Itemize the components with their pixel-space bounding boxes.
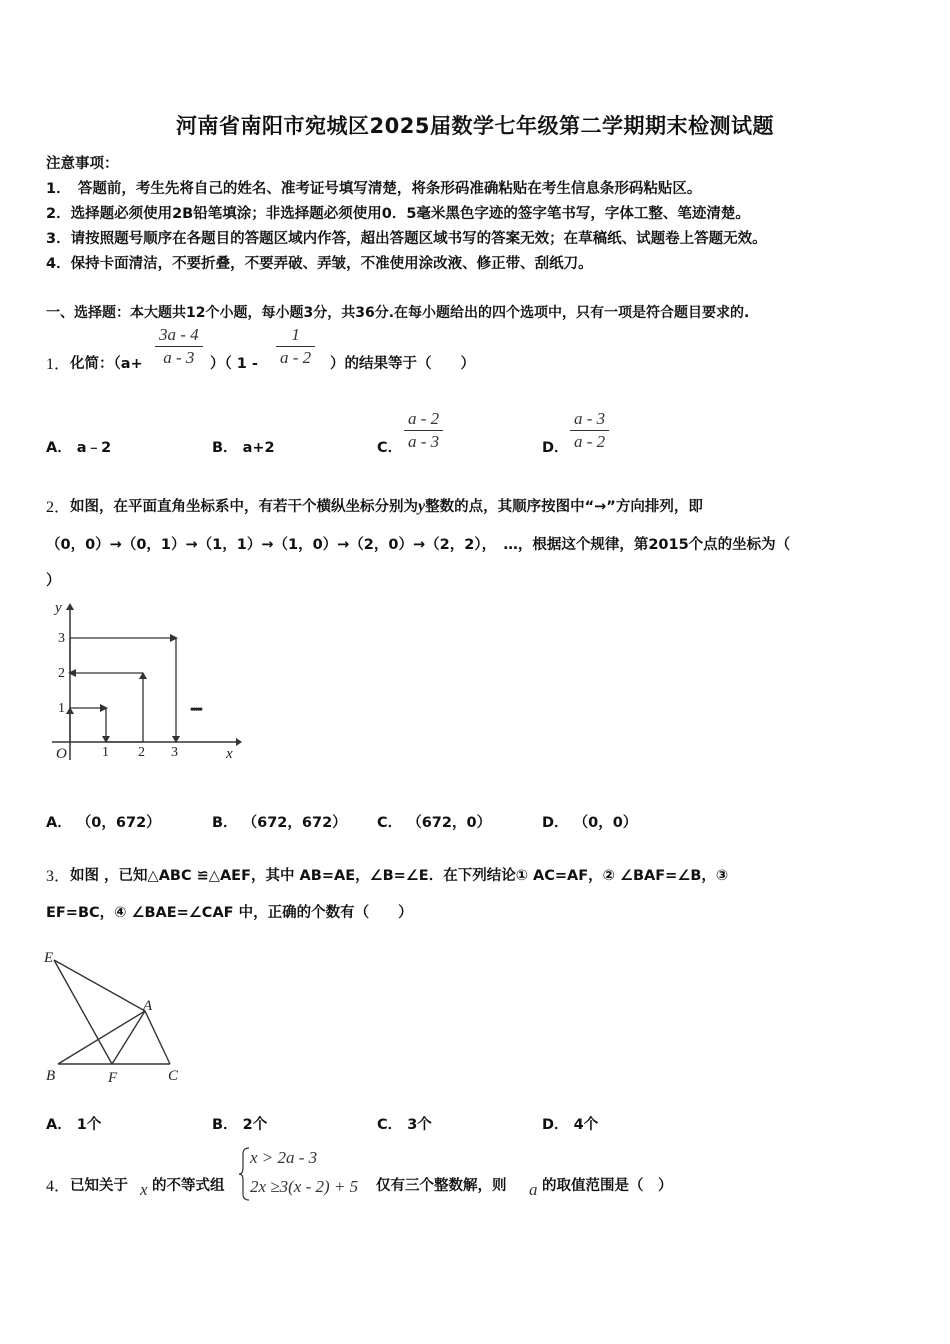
segment-FA bbox=[112, 1011, 145, 1064]
q1-mid: ）（ 1 - bbox=[210, 356, 258, 372]
option-text: a+2 bbox=[242, 440, 275, 456]
triangle-lines bbox=[54, 960, 170, 1064]
notice-item: 4．保持卡面清洁，不要折叠，不要弄破、弄皱，不准使用涂改液、修正带、刮纸刀。 bbox=[46, 256, 593, 272]
q4-var-x: x bbox=[140, 1180, 148, 1199]
fraction-numerator: a - 2 bbox=[408, 409, 440, 428]
fraction-numerator: a - 3 bbox=[574, 409, 606, 428]
q3-option-b[interactable] bbox=[212, 1113, 267, 1134]
point-label-F: F bbox=[108, 1070, 118, 1086]
q2-option-b[interactable] bbox=[212, 811, 347, 832]
q4-inequality-2: 2x ≥3(x - 2) + 5 bbox=[250, 1177, 359, 1196]
origin-label: O bbox=[56, 746, 67, 762]
q2-text: 整数的点，其顺序按图中“→”方向排列，即 bbox=[425, 499, 703, 515]
fraction-numerator: 1 bbox=[291, 325, 300, 344]
q4-inequality-1: x > 2a - 3 bbox=[250, 1148, 318, 1167]
option-label: A． bbox=[46, 815, 72, 831]
q1-option-d[interactable] bbox=[542, 436, 569, 457]
q4-var-a: a bbox=[529, 1180, 538, 1199]
q1-option-b[interactable] bbox=[212, 436, 275, 457]
q1-suffix: ）的结果等于（ ） bbox=[330, 356, 475, 372]
point-label-B: B bbox=[46, 1068, 56, 1084]
x-tick-label: 3 bbox=[171, 745, 178, 760]
q3-option-d[interactable] bbox=[542, 1113, 598, 1134]
notice-item: 3．请按照题号顺序在各题目的答题区域内作答，超出答题区域书写的答案无效；在草稿纸、试题卷上答题无效。 bbox=[46, 231, 767, 247]
fraction-denominator: a - 2 bbox=[570, 430, 609, 453]
option-text: 3个 bbox=[407, 1117, 432, 1133]
option-label: D． bbox=[542, 440, 569, 456]
x-tick-label: 1 bbox=[102, 745, 109, 760]
q2-text-line-3: ） bbox=[46, 573, 61, 589]
option-text: （672，0） bbox=[407, 815, 492, 831]
q1-option-c[interactable] bbox=[377, 436, 402, 457]
brace-path bbox=[239, 1148, 249, 1200]
x-tick-label: 2 bbox=[138, 745, 145, 760]
option-text: （0，0） bbox=[573, 815, 638, 831]
section-heading: 一、选择题：本大题共12个小题，每小题3分，共36分.在每小题给出的四个选项中，只有一项是符合题目要求的. bbox=[46, 305, 750, 321]
fraction-numerator: 3a - 4 bbox=[159, 325, 199, 344]
q3-option-c[interactable] bbox=[377, 1113, 432, 1134]
q4-suffix: 的取值范围是（ ） bbox=[542, 1178, 673, 1194]
point-label-C: C bbox=[168, 1068, 179, 1084]
option-label: B． bbox=[212, 1117, 238, 1133]
question-number: 4． bbox=[46, 1178, 71, 1195]
question-number: 1． bbox=[46, 356, 71, 373]
option-label: C． bbox=[377, 815, 403, 831]
notice-item: 1． 答题前，考生先将自己的姓名、准考证号填写清楚，将条形码准确粘贴在考生信息条形码粘贴区。 bbox=[46, 181, 702, 197]
segment-AC bbox=[145, 1011, 170, 1064]
q3-text-line-1: 如图 ，已知△ABC ≌△AEF，其中 AB=AE，∠B=∠E．在下列结论① AC=AF，② ∠BAF=∠B，③ bbox=[70, 868, 729, 884]
fraction-denominator: a - 3 bbox=[404, 430, 443, 453]
option-label: D． bbox=[542, 1117, 569, 1133]
q4-prefix: 已知关于 bbox=[70, 1178, 128, 1194]
q1-prefix: 化简：（a+ bbox=[70, 356, 143, 372]
q2-option-a[interactable] bbox=[46, 811, 161, 832]
q2-text-line-2: （0，0）→（0，1）→（1，1）→（1，0）→（2，0）→（2，2）， …，根据这个规律，第2015个点的坐标为（ bbox=[46, 537, 791, 553]
question-number: 2． bbox=[46, 499, 71, 516]
continuation-dots: ••••• bbox=[190, 702, 202, 716]
y-tick-label: 2 bbox=[58, 666, 65, 681]
q2-coordinate-figure bbox=[42, 598, 242, 770]
q1-option-a[interactable] bbox=[46, 436, 111, 457]
option-label: C． bbox=[377, 1117, 403, 1133]
option-label: B． bbox=[212, 815, 238, 831]
q2-option-c[interactable] bbox=[377, 811, 491, 832]
option-text: （672，672） bbox=[242, 815, 347, 831]
y-axis-label: y bbox=[55, 600, 62, 616]
q3-text-line-2: EF=BC，④ ∠BAE=∠CAF 中，正确的个数有（ ） bbox=[46, 905, 413, 921]
option-text: 4个 bbox=[573, 1117, 599, 1133]
q1-fraction-2 bbox=[276, 324, 315, 369]
fraction-denominator: a - 3 bbox=[155, 346, 203, 369]
notice-item: 2．选择题必须使用2B铅笔填涂；非选择题必须使用0．5毫米黑色字迹的签字笔书写，字体工整、笔迹清楚。 bbox=[46, 206, 750, 222]
y-tick-label: 1 bbox=[58, 701, 65, 716]
notice-heading: 注意事项： bbox=[46, 156, 119, 172]
point-label-A: A bbox=[143, 998, 153, 1014]
option-label: B． bbox=[212, 440, 238, 456]
option-text: a﹣2 bbox=[76, 440, 112, 456]
q1-fraction-1 bbox=[155, 324, 203, 369]
question-number: 3． bbox=[46, 868, 71, 885]
fraction-denominator: a - 2 bbox=[276, 346, 315, 369]
point-label-E: E bbox=[44, 950, 54, 966]
segment-BA bbox=[58, 1011, 145, 1064]
q4-mid: 的不等式组 bbox=[152, 1178, 225, 1194]
option-label: A． bbox=[46, 440, 72, 456]
q4-after: 仅有三个整数解，则 bbox=[376, 1178, 507, 1194]
option-text: 2个 bbox=[242, 1117, 268, 1133]
option-label: C． bbox=[377, 440, 403, 456]
q3-triangle-figure bbox=[40, 946, 190, 1088]
q2-option-d[interactable] bbox=[542, 811, 637, 832]
y-tick-label: 3 bbox=[58, 631, 65, 646]
option-text: （0，672） bbox=[76, 815, 161, 831]
q1-option-d-fraction bbox=[570, 408, 609, 453]
q2-text-line-1 bbox=[70, 495, 703, 516]
q3-option-a[interactable] bbox=[46, 1113, 101, 1134]
q1-option-c-fraction bbox=[404, 408, 443, 453]
x-axis-label: x bbox=[226, 746, 233, 762]
q2-var-y: y bbox=[418, 498, 426, 515]
option-label: A． bbox=[46, 1117, 72, 1133]
page-title: 河南省南阳市宛城区2025届数学七年级第二学期期末检测试题 bbox=[176, 114, 774, 138]
q2-text: 如图，在平面直角坐标系中，有若干个横纵坐标分别为 bbox=[70, 499, 418, 515]
option-text: 1个 bbox=[76, 1117, 102, 1133]
option-label: D． bbox=[542, 815, 569, 831]
